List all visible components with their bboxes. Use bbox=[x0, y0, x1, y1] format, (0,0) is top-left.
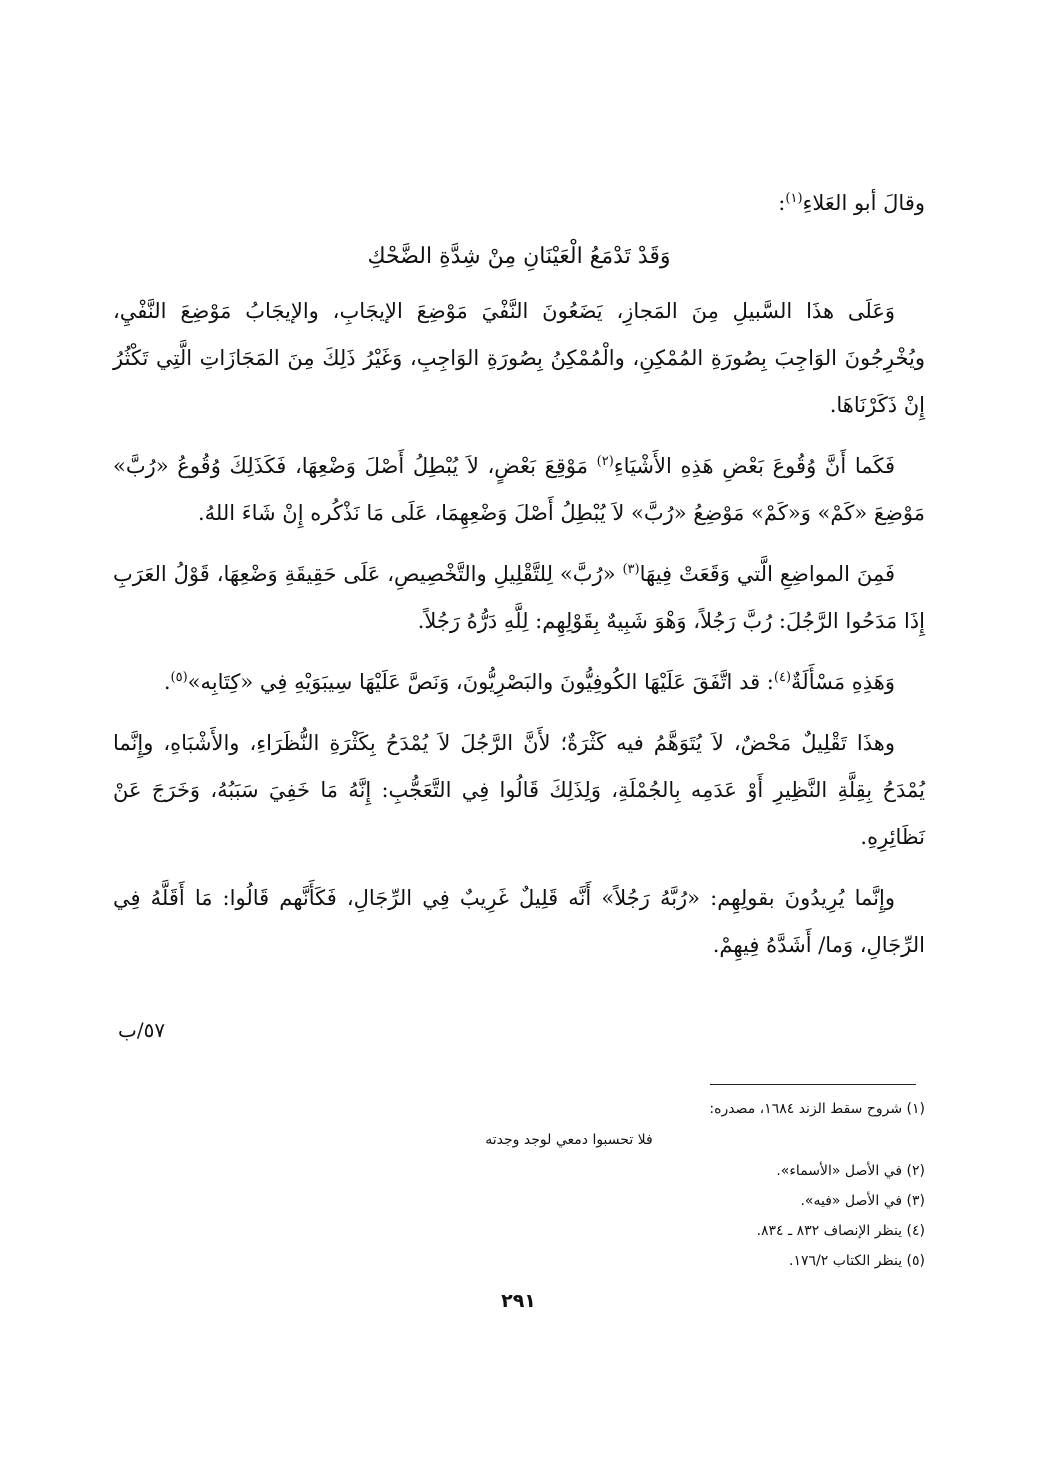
page-number: ٢٩١ bbox=[501, 1290, 536, 1312]
manuscript-folio-marker: ٥٧/ب bbox=[118, 1018, 166, 1042]
intro-colon: : bbox=[778, 191, 786, 215]
paragraph-3 bbox=[113, 551, 925, 645]
paragraph-5: وهذَا تَقْلِيلٌ مَحْضٌ، لاَ يُتَوَهَّمُ فيه كَثْرَةٌ؛ لأَنَّ الرَّجُلَ لاَ يُمْدَحُ بِكَثْرَةِ النُّظَرَاءِ، والأَشْبَاهِ، وإِنَّما يُمْدَحُ بِقِلَّةِ النَّظِيرِ أَوْ عَدَمِه بِالجُمْلَةِ، وَلِذَلِكَ قَالُوا فِي التَّعَجُّبِ: إِنَّهُ مَا خَفِيَ سَبَبُهُ، وَخَرَجَ عَنْ نَظَائِرِهِ. bbox=[113, 731, 925, 849]
paragraph-1: وَعَلَى هذَا السَّبيلِ مِنَ المَجازِ، يَضَعُونَ النَّفْيَ مَوْضِعَ الإيجَابِ، والإيجَابُ مَوْضِعَ النَّفْيِ، ويُخْرِجُونَ الوَاجِبَ بِصُورَةِ المُمْكِنِ، والْمُمْكِنُ بِصُورَةِ الوَاجِبِ، وَغَيْرُ ذَلِكَ مِنَ المَجَازَاتِ الَّتِي تَكْثُرُ إِنْ ذَكَرْنَاهَا. bbox=[113, 299, 925, 417]
footnote-divider bbox=[710, 1084, 916, 1085]
paragraph-3-part-2: «رُبَّ» لِلتَّقْلِيلِ والتَّخْصِيصِ، عَلَى حَقِيقَةِ وَضْعِهَا، قَوْلُ العَرَبِ إِذَا مَدَحُوا الرَّجُلَ: رُبَّ رَجُلاً، وَهْوَ شَبِيهٌ بِقَوْلِهِم: لِلَّهِ دَرُّهُ رَجُلاً. bbox=[113, 562, 925, 633]
paragraph-6: وإِنَّما يُرِيدُونَ بقولِهِم: «رُبَّهُ رَجُلاً» أَنَّه قَلِيلٌ غَرِيبٌ فِي الرِّجَالِ، فَكَأَنَّهم قَالُوا: مَا أَقَلَّهُ فِي الرِّجَالِ، وَما/ أَشَدَّهُ فِيهِمْ. bbox=[113, 886, 925, 957]
footnote-ref-3[interactable]: (٣) bbox=[622, 562, 640, 577]
paragraph-2-part-1: فَكَما أَنَّ وُقُوعَ بَعْضِ هَذِهِ الأَشْيَاءِ bbox=[613, 454, 896, 478]
footnote-ref-2[interactable]: (٢) bbox=[596, 454, 614, 469]
main-text bbox=[113, 180, 925, 983]
paragraph-2 bbox=[113, 443, 925, 537]
footnote-1-verse: فلا تحسبوا دمعي لوجد وجدته bbox=[485, 1132, 653, 1148]
footnote-2: (٢) في الأصل «الأسماء». bbox=[776, 1163, 925, 1179]
footnote-5: (٥) ينظر الكتاب ١٧٦/٢. bbox=[789, 1253, 925, 1269]
intro-line bbox=[113, 180, 925, 227]
paragraph-4-part-1: وَهَذِهِ مَسْأَلَةٌ bbox=[791, 670, 895, 694]
footnote-ref-1[interactable]: (١) bbox=[785, 191, 803, 206]
footnotes bbox=[113, 1094, 925, 1276]
paragraph-4-part-3: . bbox=[163, 670, 171, 694]
intro-text: وقالَ أبو العَلاءِ bbox=[802, 191, 925, 215]
footnote-1: (١) شروح سقط الزند ١٦٨٤، مصدره: bbox=[709, 1101, 925, 1117]
footnote-4: (٤) ينظر الإنصاف ٨٣٢ ـ ٨٣٤. bbox=[756, 1223, 925, 1239]
paragraph-4 bbox=[113, 659, 925, 706]
footnote-3: (٣) في الأصل «فيه». bbox=[800, 1193, 925, 1209]
paragraph-4-part-2: : قد اتَّفَقَ عَلَيْهَا الكُوفِيُّونَ والبَصْرِيُّونَ، وَنَصَّ عَلَيْهَا سِيبَوَيْهِ فِي «كِتَابِه» bbox=[187, 670, 774, 694]
paragraph-3-part-1: فَمِنَ المواضِعِ الَّتي وَقَعَتْ فِيهَا bbox=[639, 562, 895, 586]
footnote-ref-5[interactable]: (٥) bbox=[170, 670, 188, 685]
verse-line: وَقَدْ تَدْمَعُ الْعَيْنَانِ مِنْ شِدَّةِ الضَّحْكِ bbox=[367, 244, 671, 269]
footnote-ref-4[interactable]: (٤) bbox=[773, 670, 792, 685]
paragraph-2-part-2: مَوْقِعَ بَعْضٍ، لاَ يُبْطِلُ أَصْلَ وَضْعِهَا، فَكَذَلِكَ وُقُوعُ «رُبَّ» مَوْضِعَ «كَمْ» وَ«كَمْ» مَوْضِعُ «رُبَّ» لاَ يُبْطِلُ أَصْلَ وَضْعِهِمَا، عَلَى مَا نَذْكُره إِنْ شَاءَ اللهُ. bbox=[113, 454, 925, 525]
